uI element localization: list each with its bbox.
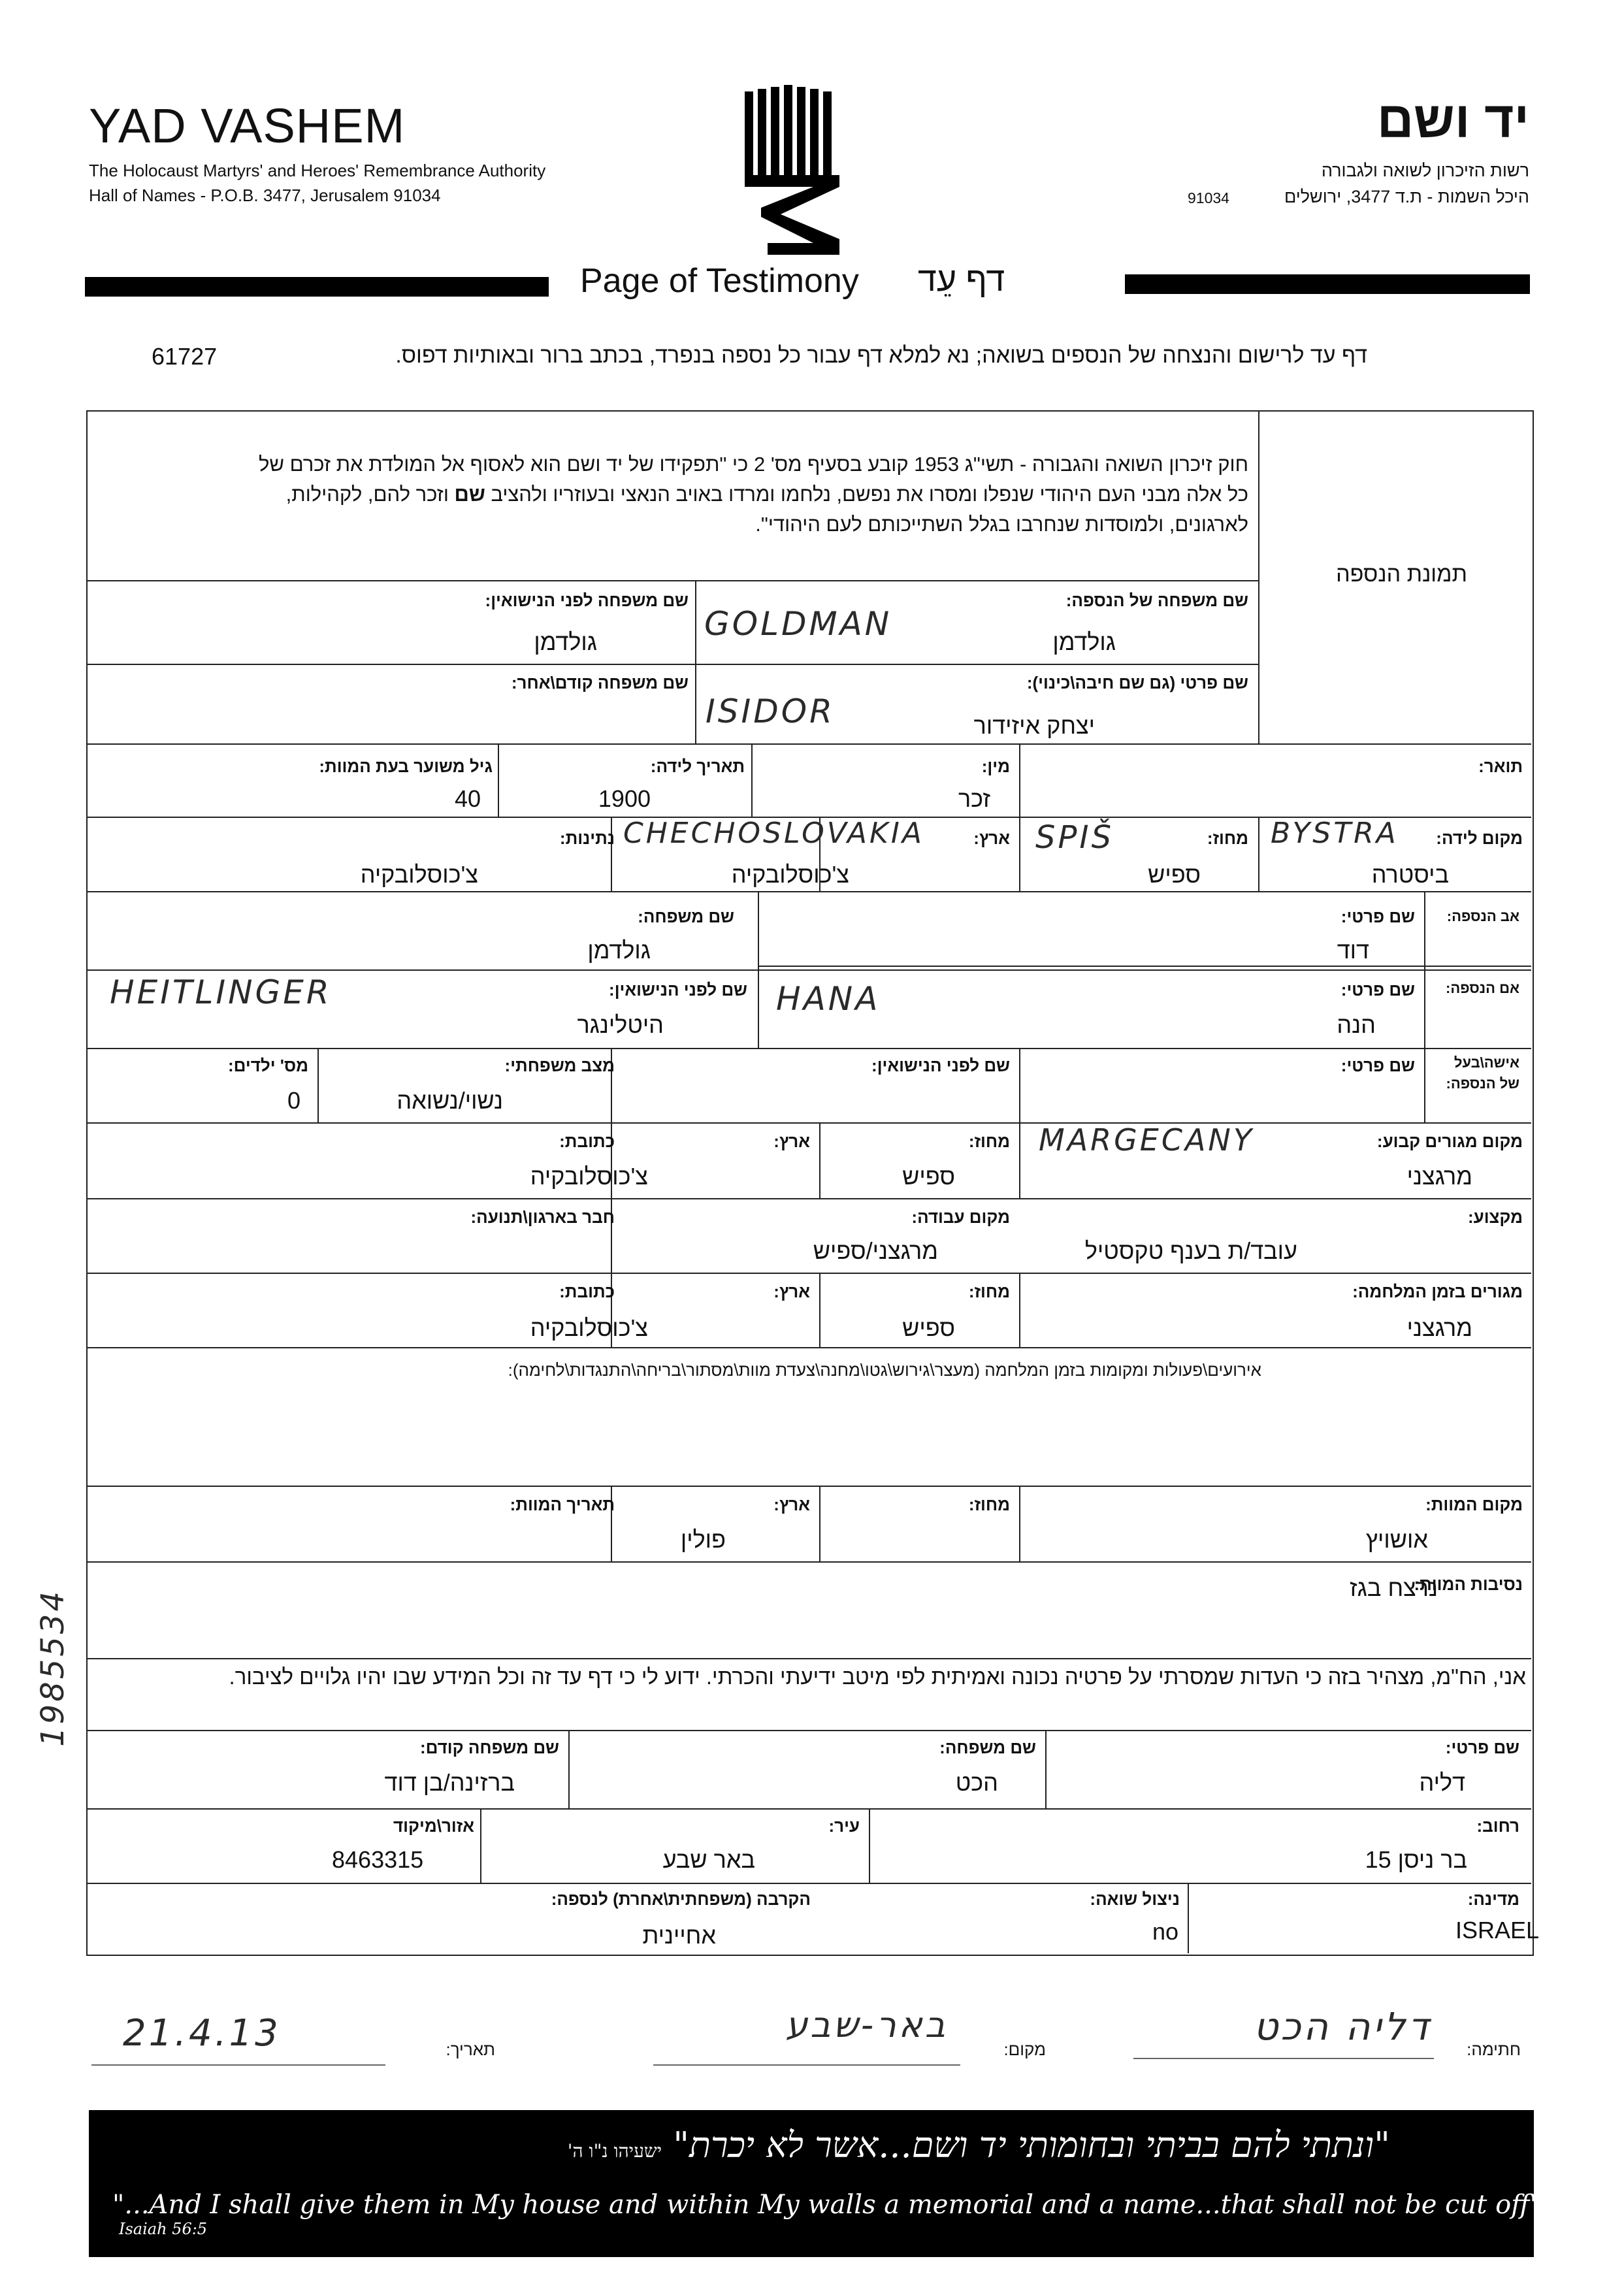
spouse-status-value: נשוי/נשואה [397, 1087, 503, 1114]
workplace-label: מקום עבודה: [911, 1207, 1010, 1227]
footer-quote-en-row [112, 2190, 1542, 2238]
death-cause-value: נרצח בגז [1350, 1574, 1438, 1601]
spouse-status-label: מצב משפחתי: [504, 1056, 615, 1075]
org-name-en: YAD VASHEM [89, 99, 406, 153]
victim-nationality-value: צ'כוסלובקיה [360, 861, 478, 888]
photo-divider [1258, 410, 1259, 743]
residence-place-handwritten: MARGECANY [1039, 1122, 1254, 1158]
mother-firstname-handwritten: HANA [776, 980, 881, 1018]
submitter-country-value: ISRAEL [1455, 1917, 1540, 1943]
profession-value: עובד/ת בענף טקסטיל [1084, 1237, 1297, 1264]
signature-place-label: מקום: [1003, 2040, 1046, 2059]
victim-birthplace-label: מקום לידה: [1436, 828, 1523, 848]
wartime-events-label: אירועים\פעולות ומקומות בזמן המלחמה (מעצר\גירוש\גטו\מחנה\צעדת מוות\מסתור\בריחה\התנגדות\לחימה): [508, 1360, 1261, 1380]
org-subtitle-en: The Holocaust Martyrs' and Heroes' Remembrance Authority [89, 161, 546, 180]
spouse-maiden-label: שם לפני הנישואין: [871, 1056, 1010, 1075]
victim-surname-value: גולדמן [1052, 628, 1116, 655]
victim-surname-label: שם משפחה של הנספה: [1065, 591, 1248, 610]
victim-gender-label: מין: [981, 756, 1010, 776]
photo-label: תמונת הנספה [1336, 562, 1467, 587]
mother-firstname-label: שם פרטי: [1340, 980, 1415, 1000]
yad-vashem-logo [741, 84, 853, 260]
victim-dob-label: תאריך לידה: [650, 756, 745, 776]
submitter-street-label: רחוב: [1476, 1816, 1519, 1836]
signature-date-label: תאריך: [446, 2040, 495, 2059]
submitter-firstname-label: שם פרטי: [1445, 1738, 1519, 1757]
submitter-prev-surname-label: שם משפחה קודם: [420, 1738, 559, 1757]
victim-birth-district-label: מחוז: [1207, 828, 1248, 848]
spouse-row-label-2: של הנספה: [1446, 1075, 1519, 1092]
victim-age-label: גיל משוער בעת המוות: [319, 756, 493, 776]
org-name-he: יד ושם [1376, 91, 1529, 148]
footer-quote-en: "...And I shall give them in My house and within My walls a memorial and a name...that shall not be cut off" [112, 2190, 1542, 2220]
submitter-zip-label: אזור\מיקוד [393, 1816, 474, 1836]
death-cause-label: נסיבות המוות: [1414, 1574, 1523, 1594]
father-surname-value: גולדמן [587, 937, 651, 964]
submitter-city-label: עיר: [828, 1816, 860, 1836]
death-place-label: מקום המוות: [1425, 1495, 1523, 1514]
profession-label: מקצוע: [1467, 1207, 1523, 1227]
residence-place-label: מקום מגורים קבוע: [1376, 1131, 1523, 1151]
residence-address-label: כתובת: [559, 1131, 615, 1151]
father-surname-label: שם משפחה: [638, 907, 734, 926]
death-country-value: פולין [680, 1526, 726, 1553]
residence-district-label: מחוז: [968, 1131, 1010, 1151]
header-bar-left [85, 277, 549, 297]
form-number: 61727 [152, 343, 218, 370]
victim-prev-surname-label: שם משפחה קודם\אחר: [511, 673, 689, 692]
footer-quote-en-source: Isaiah 56:5 [119, 2220, 208, 2238]
victim-dob-value: 1900 [598, 785, 651, 812]
victim-birthplace-handwritten: BYSTRA [1271, 817, 1399, 850]
header-bar-right [1125, 274, 1530, 294]
residence-place-value: מרגצני [1406, 1163, 1472, 1190]
wartime-country-label: ארץ: [773, 1282, 810, 1301]
law-text-line1: חוק זיכרון השואה והגבורה - תשי"ג 1953 קובע בסעיף מס' 2 כי "תפקידו של יד ושם הוא לאסוף אל המולדת את זכרם של [258, 453, 1248, 476]
declaration-text: אני, הח"מ, מצהיר בזה כי העדות שמסרתי על פרטיה נכונה ואמיתית לפי מיטב ידיעתי והכרתי. ידוע לי כי דף עד זה וכל המידע שבו יהיו גלויים לציבור. [229, 1665, 1526, 1689]
victim-birthplace-value: ביסטרה [1371, 861, 1449, 888]
org-address-en: Hall of Names - P.O.B. 3477, Jerusalem 91034 [89, 186, 441, 205]
spouse-row-label-1: אישה\בעל [1453, 1054, 1519, 1071]
org-zip-he: 91034 [1188, 189, 1229, 206]
wartime-country-value: צ'כוסלובקיה [530, 1314, 648, 1341]
victim-age-value: 40 [454, 785, 481, 812]
submitter-surname-value: הכט [955, 1769, 998, 1796]
spouse-children-value: 0 [287, 1087, 300, 1114]
submitter-relation-label: הקרבה (משפחתית\אחרת) לנספה: [551, 1889, 811, 1909]
residence-country-value: צ'כוסלובקיה [530, 1163, 648, 1190]
mother-maiden-label: שם לפני הנישואין: [609, 980, 747, 1000]
victim-firstname-value: יצחק איזידור [973, 712, 1095, 739]
father-firstname-label: שם פרטי: [1340, 907, 1415, 926]
signature-place-handwritten: באר-שבע [785, 2004, 948, 2045]
wartime-place-value: מרגצני [1406, 1314, 1472, 1341]
wartime-district-value: ספיש [902, 1314, 955, 1341]
victim-birth-district-value: ספיש [1148, 861, 1201, 888]
victim-birth-country-value: צ'כוסלובקיה [731, 861, 849, 888]
law-text-line3: לארגונים, ולמוסדות שנחרבו בגלל השתייכותם לעם היהודי". [755, 513, 1248, 536]
footer-quote-band [89, 2110, 1542, 2257]
father-row-label: אב הנספה: [1446, 908, 1519, 924]
victim-surname-handwritten: GOLDMAN [704, 605, 892, 643]
org-address-he: היכל השמות - ת.ד 3477, ירושלים [1284, 187, 1529, 206]
submitter-prev-surname-value: ברזינה/בן דוד [384, 1769, 515, 1796]
father-firstname-value: דוד [1337, 937, 1369, 964]
death-country-label: ארץ: [773, 1495, 810, 1514]
victim-maiden-value: גולדמן [534, 628, 597, 655]
victim-firstname-handwritten: ISIDOR [706, 692, 835, 730]
residence-district-value: ספיש [902, 1163, 955, 1190]
submitter-street-value: בר ניסן 15 [1365, 1846, 1467, 1873]
instructions: דף עד לרישום והנצחה של הנספים בשואה; נא למלא דף עבור כל נספה בנפרד, בכתב ברור ובאותיות דפוס. [395, 343, 1367, 368]
spouse-firstname-label: שם פרטי: [1340, 1056, 1415, 1075]
death-date-label: תאריך המוות: [510, 1495, 615, 1514]
submitter-surname-label: שם משפחה: [939, 1738, 1036, 1757]
submitter-relation-value: אחיינית [642, 1922, 716, 1949]
death-place-value: אושויץ [1365, 1526, 1428, 1553]
death-district-label: מחוז: [968, 1495, 1010, 1514]
victim-title-label: תואר: [1478, 756, 1523, 776]
victim-birth-district-handwritten: SPIŠ [1035, 819, 1114, 856]
signature-label: חתימה: [1467, 2040, 1521, 2059]
signature-handwritten: דליה הכט [1253, 2004, 1431, 2049]
signature-date-handwritten: 21.4.13 [123, 2012, 281, 2055]
submitter-city-value: באר שבע [662, 1846, 755, 1873]
workplace-value: מרגצני/ספיש [813, 1237, 938, 1264]
victim-birth-country-label: ארץ: [973, 828, 1010, 848]
wartime-district-label: מחוז: [968, 1282, 1010, 1301]
wartime-place-label: מגורים בזמן המלחמה: [1352, 1282, 1523, 1301]
victim-maiden-label: שם משפחה לפני הנישואין: [485, 591, 689, 610]
member-label: חבר בארגון\תנועה: [470, 1207, 615, 1227]
side-archive-number: 1985534 [34, 1589, 71, 1747]
submitter-firstname-value: דליה [1419, 1769, 1465, 1796]
wartime-address-label: כתובת: [559, 1282, 615, 1301]
mother-maiden-value: היטלינגר [577, 1011, 664, 1038]
footer-quote-he-source: ישעיהו נ"ו ה' [567, 2140, 662, 2162]
mother-row-label: אם הנספה: [1446, 980, 1519, 996]
victim-gender-value: זכר [958, 785, 990, 812]
victim-firstname-label: שם פרטי (גם שם חיבה\כינוי): [1026, 673, 1248, 692]
footer-quote-he: "ונתתי להם בביתי ובחומותי יד ושם...אשר לא יכרת" [673, 2124, 1390, 2166]
victim-birth-country-handwritten: CHECHOSLOVAKIA [623, 817, 924, 850]
org-subtitle-he: רשות הזיכרון לשואה ולגבורה [1321, 161, 1529, 180]
submitter-survivor-label: ניצול שואה: [1090, 1889, 1180, 1909]
mother-maiden-handwritten: HEITLINGER [110, 973, 332, 1011]
submitter-country-label: מדינה: [1467, 1889, 1519, 1909]
mother-firstname-value: הנה [1337, 1011, 1376, 1038]
law-text-line2: כל אלה מבני העם היהודי שנפלו ומסרו את נפשם, נלחמו ומרדו באויב הנאצי ובעוזריו ולהציב שם וזכר להם, לקהילות, [285, 483, 1248, 506]
spouse-children-label: מס' ילדים: [228, 1056, 308, 1075]
footer-quote-he-row [568, 2124, 1390, 2166]
submitter-zip-value: 8463315 [332, 1846, 424, 1873]
form-title-en: Page of Testimony [580, 262, 859, 300]
form-title-he: דף עֵד [918, 261, 1005, 299]
victim-nationality-label: נתינות: [559, 828, 615, 848]
law-text [99, 449, 1248, 540]
submitter-survivor-value: no [1152, 1918, 1179, 1945]
residence-country-label: ארץ: [773, 1131, 810, 1151]
